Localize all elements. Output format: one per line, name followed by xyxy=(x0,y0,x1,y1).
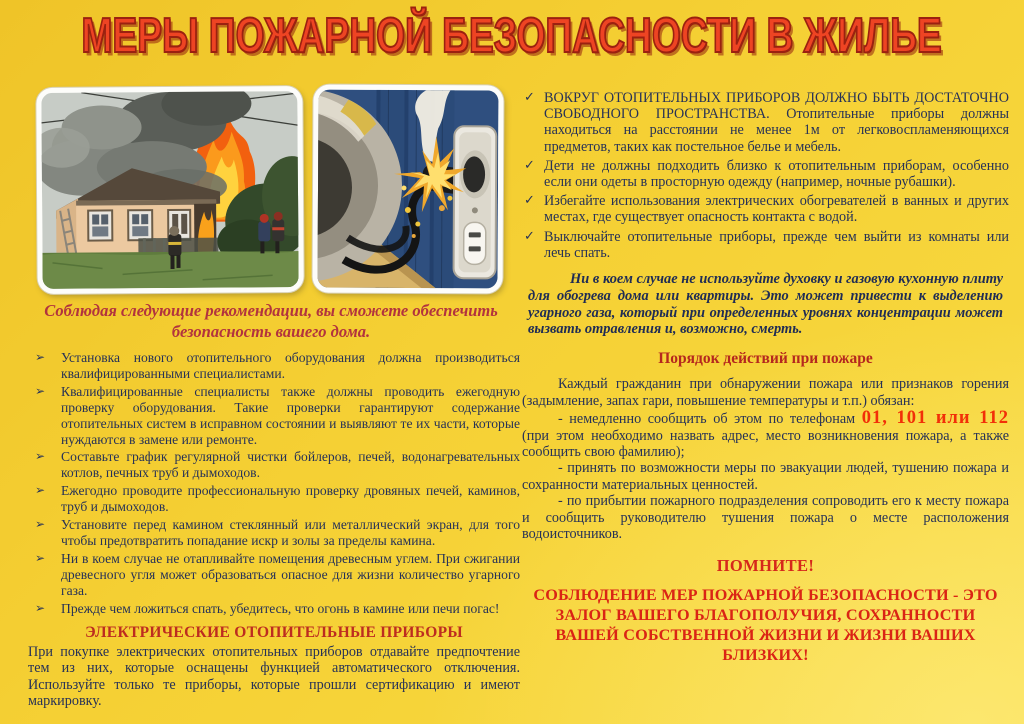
list-item-text: Избегайте использования электрических обогревателей в ванных и других местах, где существует опасность контакта с водой. xyxy=(544,193,1009,226)
list-item-text: Ежегодно проводите профессиональную проверку дровяных печей, каминов, труб и дымоходов. xyxy=(61,483,520,515)
arrow-bullet-icon: ➢ xyxy=(35,449,46,464)
page-title-text: МЕРЫ ПОЖАРНОЙ БЕЗОПАСНОСТИ В ЖИЛЬЕ xyxy=(81,9,943,63)
step-text: (при этом необходимо назвать адрес, место возникновения пожара, а также сообщить свою фамилию); xyxy=(522,427,1009,460)
short-circuit-illustration xyxy=(312,85,503,294)
list-item-text: Установите перед камином стеклянный или металлический экран, для того чтобы предотвратить попадание искр и золы за пределы камина. xyxy=(61,517,520,548)
list-item xyxy=(28,384,520,448)
list-item xyxy=(522,229,1009,261)
burning-house-image xyxy=(41,91,298,289)
list-item xyxy=(28,517,520,549)
fire-procedure-step-3: - по прибытии пожарного подразделения сопроводить его к месту пожара и сообщить руководителю тушения пожара о месте расположения водоисточников. xyxy=(522,493,1009,542)
heater-safety-checklist xyxy=(522,90,1009,261)
list-item xyxy=(28,601,520,617)
outlet xyxy=(454,126,497,278)
page-title xyxy=(0,9,1024,63)
left-column xyxy=(28,350,520,710)
list-item-text: ВОКРУГ ОТОПИТЕЛЬНЫХ ПРИБОРОВ ДОЛЖНО БЫТЬ ДОСТАТОЧНО СВОБОДНОГО ПРОСТРАНСТВА. Отопительные приборы должны находиться на расстоянии не менее 1м от легковоспламеняющихся предметов, таких как постельное белье и мебель. xyxy=(544,90,1009,155)
list-item-text: Дети не должны подходить близко к отопительным приборам, особенно если они одеты в просторную одежду (например, ночные рубашки). xyxy=(544,157,1009,191)
final-statement: СОБЛЮДЕНИЕ МЕР ПОЖАРНОЙ БЕЗОПАСНОСТИ - ЭТО ЗАЛОГ ВАШЕГО БЛАГОПОЛУЧИЯ, СОХРАННОСТИ ВАШЕЙ СОБСТВЕННОЙ ЖИЗНИ И ЖИЗНИ ВАШИХ БЛИЗКИХ! xyxy=(533,586,998,664)
list-item-text: Прежде чем ложиться спать, убедитесь, что огонь в камине или печи погас! xyxy=(61,600,500,616)
check-icon: ✓ xyxy=(524,157,535,173)
arrow-bullet-icon: ➢ xyxy=(35,350,46,364)
arrow-bullet-icon: ➢ xyxy=(35,483,46,498)
check-icon: ✓ xyxy=(524,90,535,105)
fire-procedure-intro: Каждый гражданин при обнаружении пожара или признаков горения (задымление, запах гари, повышение температуры и т.п.) обязан: xyxy=(522,376,1009,409)
list-item-text: Составьте график регулярной чистки бойлеров, печей, водонагревательных котлов, печных труб и дымоходов. xyxy=(61,449,520,481)
arrow-bullet-icon: ➢ xyxy=(35,550,46,565)
section-heading-electric-heaters: ЭЛЕКТРИЧЕСКИЕ ОТОПИТЕЛЬНЫЕ ПРИБОРЫ xyxy=(85,623,463,641)
check-icon: ✓ xyxy=(524,193,535,209)
recommendations-list xyxy=(28,350,520,617)
list-item-text: Квалифицированные специалисты также должны проводить ежегодную проверку оборудования. Такие проверки гарантируют содержание отопительных систем в исправном состоянии и выявляют те их части, которые нуждаются в замене или ремонте. xyxy=(61,383,520,447)
list-item xyxy=(28,551,520,599)
arrow-bullet-icon: ➢ xyxy=(35,517,46,532)
burning-house-photo xyxy=(36,86,303,294)
list-item xyxy=(522,158,1009,190)
step-text: - немедленно сообщить об этом по телефонам xyxy=(558,411,862,428)
list-item xyxy=(28,350,520,382)
remember-heading: ПОМНИТЕ! xyxy=(716,556,815,576)
fire-procedure-heading: Порядок действий при пожаре xyxy=(658,350,873,368)
gas-warning-paragraph: Ни в коем случае не используйте духовку и газовую кухонную плиту для обогрева дома или квартиры. Это может привести к выделению угарного газа, который при определенных уровнях концентрации может вызвать отравления и, возможно, смерть. xyxy=(528,271,1003,338)
list-item xyxy=(522,90,1009,155)
list-item xyxy=(28,449,520,481)
list-item-text: Выключайте отопительные приборы, прежде чем выйти из комнаты или лечь спать. xyxy=(544,228,1009,261)
short-circuit-image xyxy=(317,90,498,289)
list-item xyxy=(522,193,1009,225)
electric-heaters-paragraph: При покупке электрических отопительных приборов отдавайте предпочтение тем из них, которые оснащены функцией автоматического отключения. Используйте только те приборы, которые прошли сертификацию и имеют маркировку. xyxy=(28,643,520,710)
fire-procedure-step-2: - принять по возможности меры по эвакуации людей, тушению пожара и сохранности материальных ценностей. xyxy=(522,460,1009,493)
list-item xyxy=(28,483,520,515)
list-item-text: Установка нового отопительного оборудования должна производиться квалифицированными специалистами. xyxy=(61,350,520,381)
check-icon: ✓ xyxy=(524,228,535,244)
fire-procedure-step-1 xyxy=(522,409,1009,460)
list-item-text: Ни в коем случае не отапливайте помещения древесным углем. При сжигании древесного угля может образоваться опасное для жизни количество угарного газа. xyxy=(61,550,520,598)
emergency-phone-numbers: 01, 101 или 112 xyxy=(861,408,1009,429)
right-column xyxy=(522,90,1009,665)
arrow-bullet-icon: ➢ xyxy=(35,383,46,398)
arrow-bullet-icon: ➢ xyxy=(35,600,46,615)
intro-statement: Соблюдая следующие рекомендации, вы сможете обеспечить безопасность вашего дома. xyxy=(44,301,498,341)
